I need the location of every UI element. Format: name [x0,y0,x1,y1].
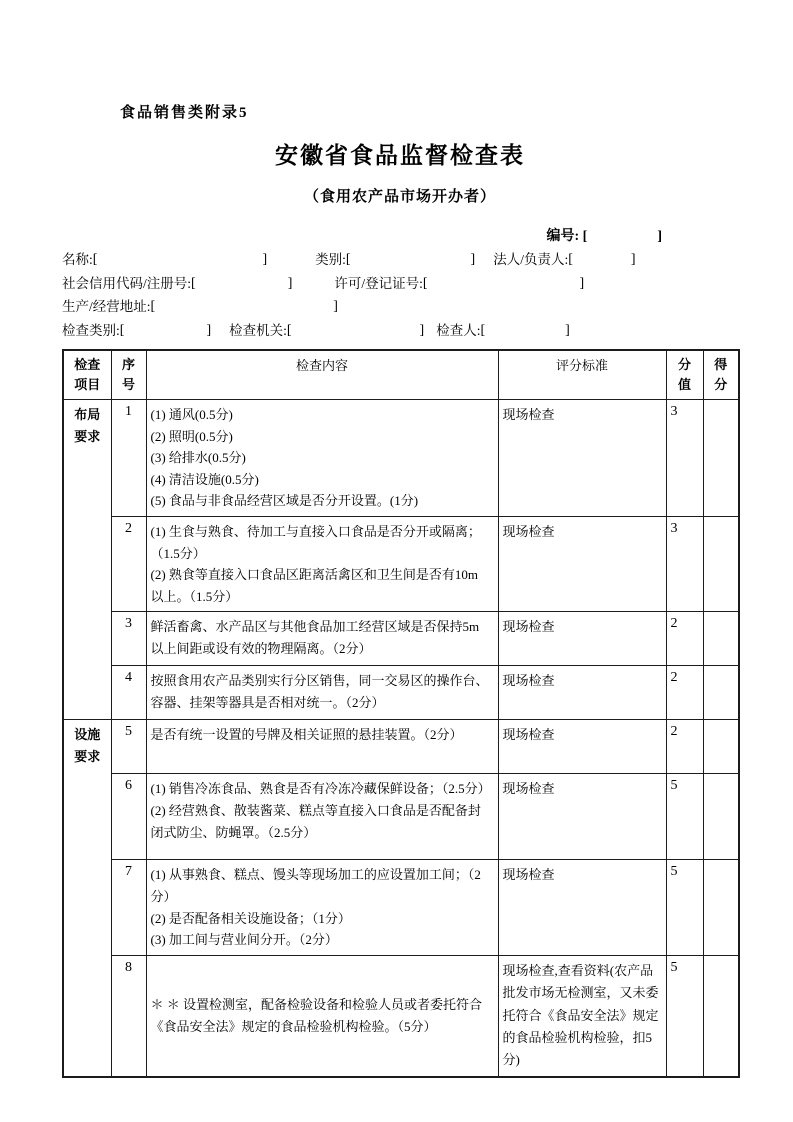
row-earned-blank [703,400,739,517]
row-score: 3 [666,400,703,517]
content-line: (1) 通风(0.5分) [150,407,233,422]
row-score: 5 [666,955,703,1077]
row-earned-blank [703,612,739,666]
content-line: (5) 食品与非食品经营区域是否分开设置。(1分) [150,493,419,509]
license-no-field [334,272,584,296]
legal-person-label: 法人/负责人: [493,252,569,267]
row-content [146,612,498,666]
header-earned: 得分 [703,350,739,400]
row-earned-blank [703,720,739,774]
row-content [146,666,498,720]
content-line: (2) 熟食等直接入口食品区距离活禽区和卫生间是否有10m 以上。（1.5分） [150,567,479,604]
row-standard: 现场检查 [498,400,666,517]
bracket-open: [ [92,252,98,267]
content-line: (2) 照明(0.5分) [150,428,233,444]
field-row-3 [62,295,738,319]
field-row-2 [62,272,738,296]
table-header-row [63,350,739,400]
row-score: 2 [666,666,703,720]
row-score: 2 [666,612,703,666]
row-content [146,720,498,774]
bracket-close: ] [206,322,212,338]
bracket-close: ] [287,275,293,291]
content-line: 鲜活畜禽、水产品区与其他食品加工经营区域是否保持5m 以上间距或设有效的物理隔离。（2分） [150,619,480,656]
header-standard: 评分标准 [498,350,666,400]
row-seq: 8 [111,955,146,1077]
row-earned-blank [703,774,739,860]
row-standard: 现场检查 [498,774,666,860]
bracket-open: [ [582,229,588,244]
row-standard: 现场检查 [498,666,666,720]
category-label: 类别: [315,252,346,267]
header-fields [62,248,738,342]
bracket-open: [ [480,322,486,338]
content-line: 按照食用农产品类别实行分区销售，同一交易区的操作台、容器、挂架等器具是否相对统一。（2分） [150,673,489,710]
row-standard: 现场检查 [498,516,666,611]
bracket-open: [ [191,275,196,291]
header-seq: 序号 [111,350,146,400]
inspection-table [62,349,740,1078]
content-line: (3) 给排水(0.5分) [150,450,246,466]
table-row [63,720,739,774]
address-field [62,295,338,319]
row-standard: 现场检查 [498,720,666,774]
content-line: (2) 经营熟食、散装酱菜、糕点等直接入口食品是否配备封闭式防尘、防蝇罩。（2.5分） [150,802,481,840]
row-content [146,955,498,1077]
row-seq: 2 [111,516,146,611]
inspection-category-field [62,319,211,343]
bracket-close: ] [262,252,268,267]
row-content [146,400,498,517]
credit-code-label: 社会信用代码/注册号: [62,275,192,291]
row-seq: 7 [111,860,146,955]
number-field [62,227,738,246]
bracket-close: ] [565,322,570,338]
content-line: (3) 加工间与营业间分开。（2分） [150,932,338,948]
content-line: (2) 是否配备相关设施设备；（1分） [150,910,351,926]
legal-person-field [493,248,635,272]
header-score: 分值 [666,350,703,400]
inspector-blank [485,341,565,342]
content-line: (1) 销售冷冻食品、熟食是否有冷冻冷藏保鲜设备；（2.5分） [150,781,491,797]
row-score: 3 [666,516,703,611]
header-item: 检查项目 [63,350,111,400]
row-content [146,516,498,611]
number-label: 编号: [546,229,583,244]
row-seq: 4 [111,666,146,720]
content-line: (1) 生食与熟食、待加工与直接入口食品是否分开或隔离；（1.5分） [150,523,481,561]
inspection-authority-blank [292,341,420,342]
bracket-open: [ [119,322,125,338]
table-row [63,400,739,517]
header-content: 检查内容 [146,350,498,400]
name-field [62,248,267,272]
address-label: 生产/经营地址: [62,299,151,314]
row-score: 5 [666,860,703,955]
row-score: 5 [666,774,703,860]
bracket-close: ] [333,299,338,314]
table-row [63,666,739,720]
field-row-4 [62,319,738,343]
page-title: 安徽省食品监督检查表 [275,142,525,168]
content-line: (4) 清洁设施(0.5分) [150,471,259,487]
bracket-close: ] [419,322,425,338]
field-row-1 [62,248,738,272]
inspection-authority-label: 检查机关: [229,322,287,338]
bracket-open: [ [286,322,292,338]
bracket-open: [ [568,252,573,267]
row-standard: 现场检查 [498,860,666,955]
content-line: 是否有统一设置的号牌及相关证照的悬挂装置。（2分） [150,727,463,743]
page-subtitle: （食用农产品市场开办者） [303,189,496,205]
content-line: (1) 从事熟食、糕点、馒头等现场加工的应设置加工间；（2分） [150,867,481,904]
inspection-category-label: 检查类别: [62,322,120,338]
table-row [63,774,739,860]
number-blank [587,239,657,240]
row-seq: 1 [111,400,146,517]
bracket-open: [ [345,252,351,267]
section-name-layout: 布局要求 [63,400,111,720]
row-earned-blank [703,666,739,720]
content-line: ＊ ＊ 设置检测室，配备检验设备和检验人员或者委托符合《食品安全法》规定的食品检验机构检验。（5分） [150,997,483,1034]
name-label: 名称: [62,252,93,267]
row-standard: 现场检查,查看资料(农产品批发市场无检测室，又未委托符合《食品安全法》规定的食品检验机构检验，扣5分) [498,955,666,1077]
bracket-close: ] [470,252,476,267]
appendix-label: 食品销售类附录5 [120,105,249,121]
row-content [146,774,498,860]
row-content [146,860,498,955]
bracket-close: ] [630,252,636,267]
license-no-blank [428,294,580,295]
credit-code-field [62,272,292,296]
license-no-label: 许可/登记证号: [334,275,423,291]
section-name-facility: 设施要求 [63,720,111,1077]
table-row [63,860,739,955]
row-score: 2 [666,720,703,774]
inspector-label: 检查人: [436,322,481,338]
category-field [315,248,475,272]
row-seq: 3 [111,612,146,666]
row-earned-blank [703,860,739,955]
row-standard: 现场检查 [498,612,666,666]
table-row [63,516,739,611]
bracket-close: ] [579,275,585,291]
row-seq: 5 [111,720,146,774]
bracket-open: [ [150,299,156,314]
row-earned-blank [703,955,739,1077]
row-seq: 6 [111,774,146,860]
row-earned-blank [703,516,739,611]
inspection-category-blank [124,341,206,342]
inspector-field [436,319,570,343]
inspection-authority-field [229,319,424,343]
bracket-open: [ [422,275,428,291]
table-row [63,612,739,666]
table-row [63,955,739,1077]
bracket-close: ] [657,229,662,244]
